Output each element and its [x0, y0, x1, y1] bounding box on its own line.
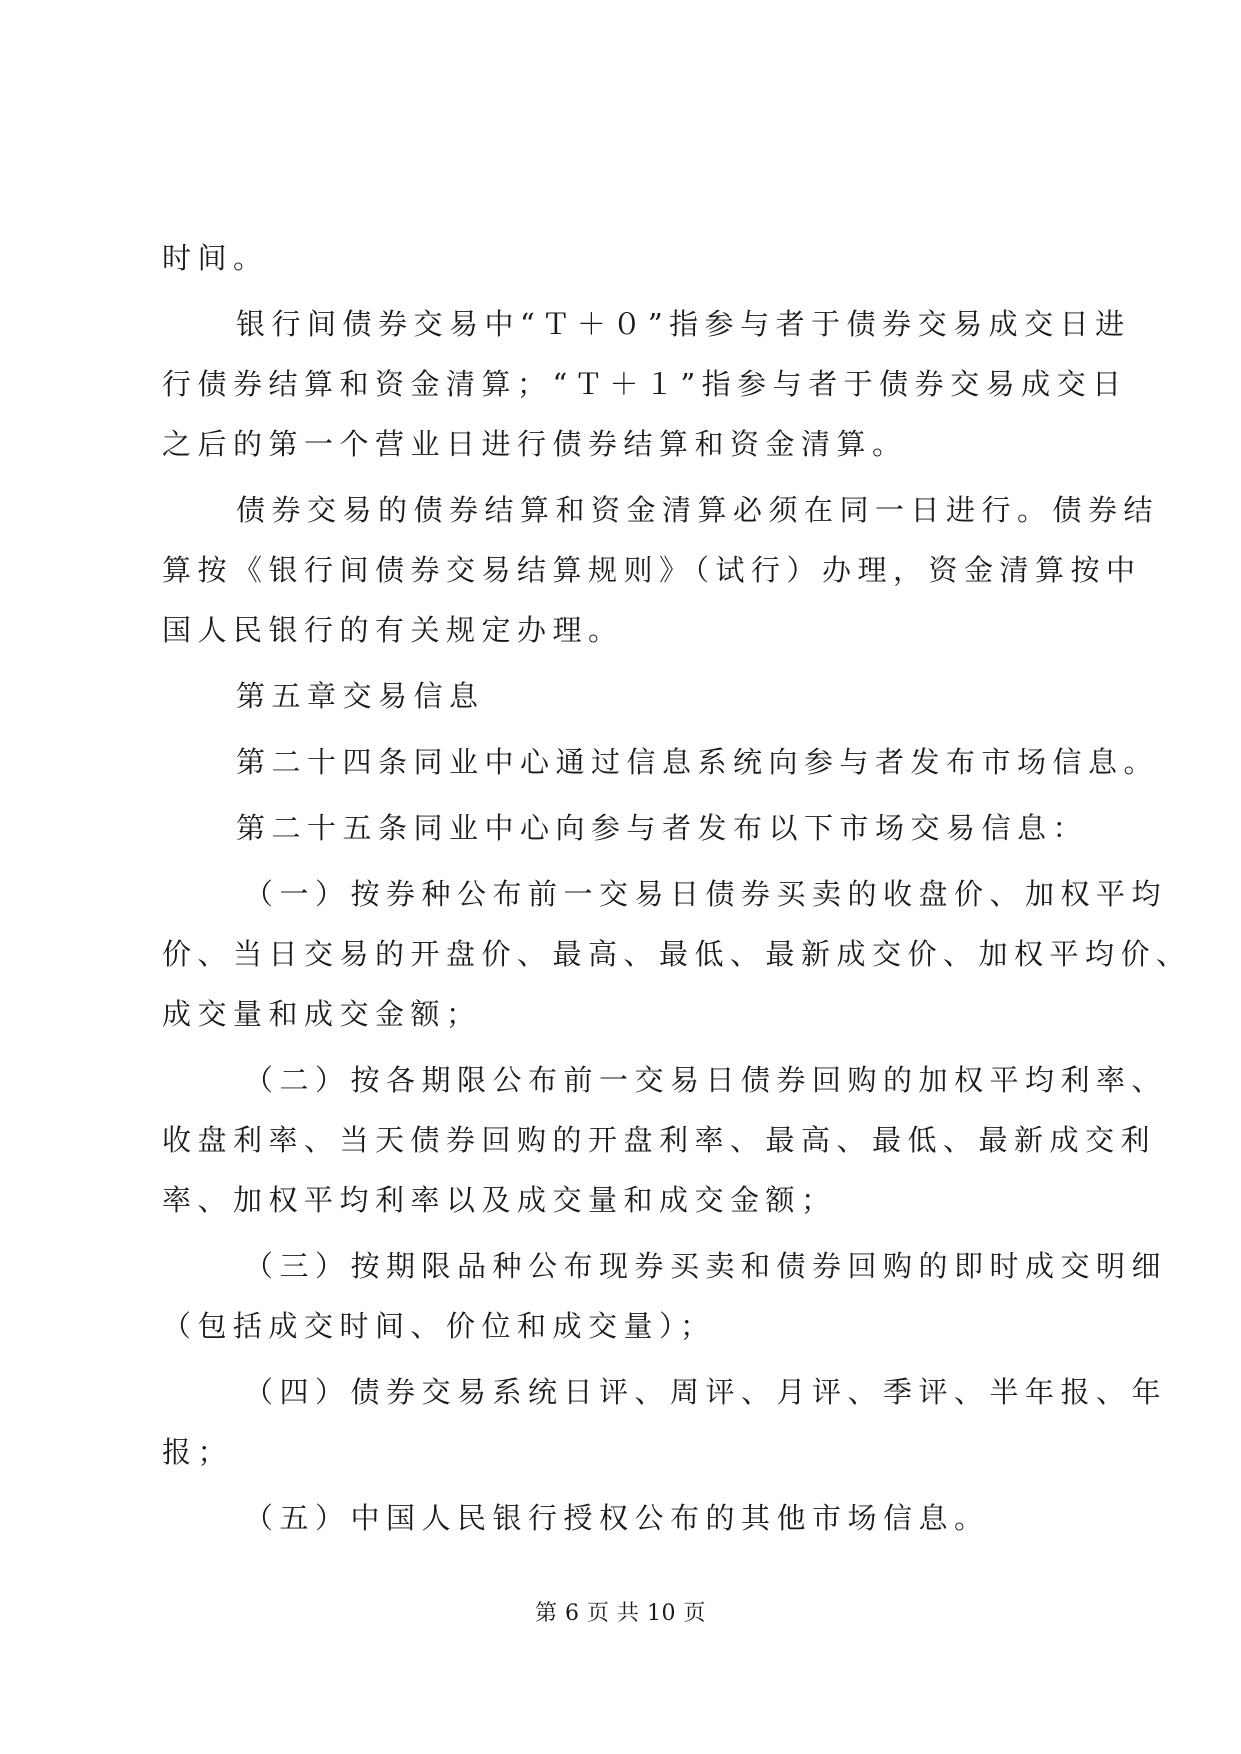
- list-item-2: [162, 1050, 1168, 1230]
- text-line: （三）按期限品种公布现券买卖和债券回购的即时成交明细: [244, 1249, 1168, 1283]
- text-line: （一）按券种公布前一交易日债券买卖的收盘价、加权平均: [244, 877, 1168, 911]
- paragraph-time-end: [162, 228, 1082, 288]
- text-line: 时间。: [162, 241, 269, 275]
- list-item-3: [162, 1236, 1168, 1356]
- text-line: 国人民银行的有关规定办理。: [162, 613, 624, 647]
- list-item-4: [162, 1362, 1168, 1482]
- text-line: 成交量和成交金额；: [162, 997, 482, 1031]
- text-line: 第二十五条同业中心向参与者发布以下市场交易信息：: [236, 811, 1089, 845]
- text-line: （包括成交时间、价位和成交量）；: [162, 1309, 716, 1343]
- text-line: 价、当日交易的开盘价、最高、最低、最新成交价、加权平均价、: [162, 937, 1192, 971]
- article-24: [162, 732, 1160, 792]
- text-line: 收盘利率、当天债券回购的开盘利率、最高、最低、最新成交利: [162, 1123, 1157, 1157]
- text-line: 第二十四条同业中心通过信息系统向参与者发布市场信息。: [236, 745, 1160, 779]
- list-item-1: [162, 864, 1192, 1044]
- text-line: 算按《银行间债券交易结算规则》（试行）办理，资金清算按中: [162, 553, 1142, 587]
- article-25: [162, 798, 1089, 858]
- text-line: 银行间债券交易中“Ｔ＋０”指参与者于债券交易成交日进: [236, 307, 1131, 341]
- page-footer: 第 6 页 共 10 页: [535, 1601, 706, 1626]
- text-line: 第五章交易信息: [236, 679, 485, 713]
- text-line: （二）按各期限公布前一交易日债券回购的加权平均利率、: [244, 1063, 1168, 1097]
- text-line: 之后的第一个营业日进行债券结算和资金清算。: [162, 427, 908, 461]
- chapter-heading: [162, 666, 1082, 726]
- list-item-5: [162, 1488, 1082, 1548]
- paragraph-settlement-definition: [162, 294, 1131, 474]
- text-line: 率、加权平均利率以及成交量和成交金额；: [162, 1183, 837, 1217]
- text-line: 行债券结算和资金清算；“Ｔ＋１”指参与者于债券交易成交日: [162, 367, 1128, 401]
- text-line: 报；: [162, 1435, 234, 1469]
- document-body: [162, 228, 1192, 1548]
- text-line: （五）中国人民银行授权公布的其他市场信息。: [244, 1501, 990, 1535]
- text-line: 债券交易的债券结算和资金清算必须在同一日进行。债券结: [236, 493, 1160, 527]
- paragraph-same-day-settlement: [162, 480, 1160, 660]
- text-line: （四）债券交易系统日评、周评、月评、季评、半年报、年: [244, 1375, 1168, 1409]
